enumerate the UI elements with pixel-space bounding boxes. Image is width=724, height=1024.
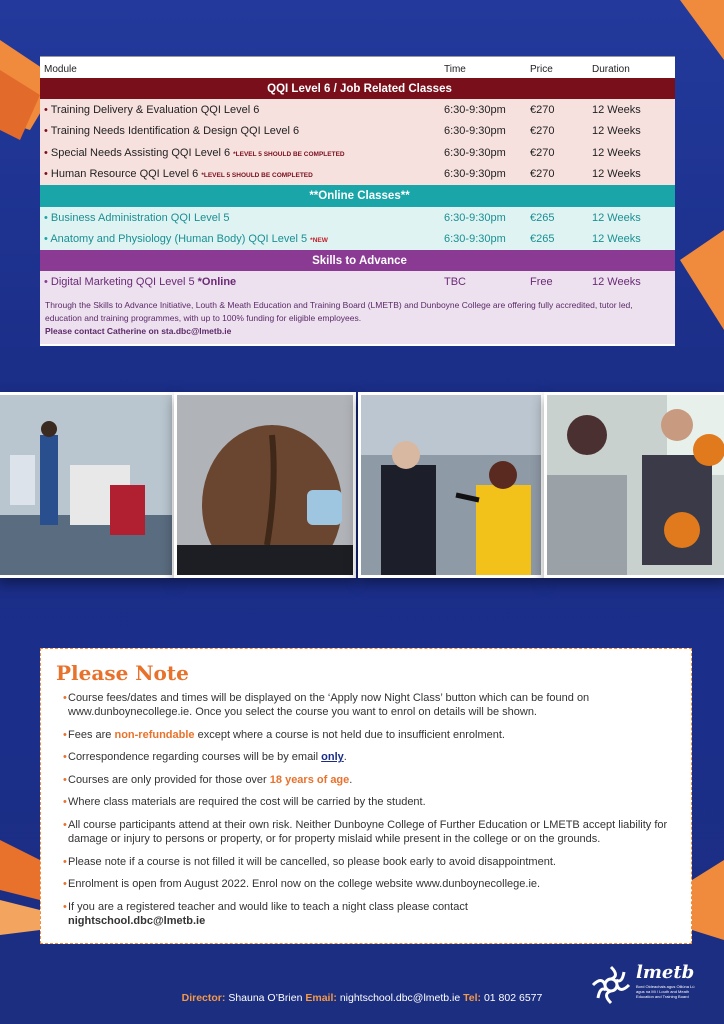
footer-contact — [0, 992, 724, 1004]
photo-nursing-class — [0, 392, 175, 578]
table-row — [40, 207, 675, 229]
list-item: • Fees are non-refundable except where a course is not held due to insufficient enrolment. — [68, 728, 683, 742]
module-note: *NEW — [310, 237, 328, 245]
module-price: €270 — [526, 99, 588, 121]
please-note-title: Please Note — [56, 661, 189, 685]
module-time: 6:30-9:30pm — [440, 121, 526, 143]
swoosh-bottom-left-2 — [0, 900, 40, 935]
photo-strip — [0, 392, 724, 582]
module-name: Anatomy and Physiology (Human Body) QQI Level 5 — [50, 233, 308, 246]
bullet-icon: • — [44, 146, 51, 159]
module-duration: 12 Weeks — [588, 207, 675, 229]
lmetb-logo-text: lmetb — [636, 962, 695, 983]
module-name: Training Delivery & Evaluation QQI Level 6 — [50, 103, 260, 116]
module-time: TBC — [440, 271, 526, 293]
list-item: • If you are a registered teacher and would like to teach a night class please contact nightschool.dbc@lmetb.ie — [68, 900, 683, 928]
teacher-contact-email[interactable]: nightschool.dbc@lmetb.ie — [68, 914, 206, 927]
list-item: • Where class materials are required the cost will be carried by the student. — [68, 795, 683, 809]
section-header-online: **Online Classes** — [40, 185, 675, 207]
list-item: • Please note if a course is not filled it will be cancelled, so please book early to avoid disappointment. — [68, 855, 683, 869]
section-header-skills: Skills to Advance — [40, 250, 675, 271]
email-label: Email: — [305, 992, 337, 1004]
header-price: Price — [526, 57, 588, 79]
module-price: Free — [526, 271, 588, 293]
hairdressing-image — [177, 395, 356, 578]
bullet-icon: • — [44, 125, 51, 138]
list-item: • Enrolment is open from August 2022. Enrol now on the college website www.dunboynecollege.ie. — [68, 877, 683, 891]
note-list — [68, 691, 683, 936]
bullet-icon: • — [44, 211, 51, 224]
module-duration: 12 Weeks — [588, 164, 675, 186]
module-note: *LEVEL 5 SHOULD BE COMPLETED — [233, 150, 345, 158]
photo-media-interview — [358, 392, 544, 578]
please-note-box — [40, 648, 692, 944]
module-price: €265 — [526, 229, 588, 251]
module-duration: 12 Weeks — [588, 121, 675, 143]
module-duration: 12 Weeks — [588, 271, 675, 293]
module-time: 6:30-9:30pm — [440, 99, 526, 121]
module-note: *LEVEL 5 SHOULD BE COMPLETED — [201, 172, 313, 180]
module-price: €265 — [526, 207, 588, 229]
module-name: Training Needs Identification & Design QQI Level 6 — [50, 125, 300, 138]
table-row — [40, 229, 675, 251]
module-name: Digital Marketing QQI Level 5 — [50, 275, 195, 288]
bullet-icon: • — [44, 233, 51, 246]
table-row — [40, 164, 675, 186]
module-name: Human Resource QQI Level 6 — [50, 168, 199, 181]
skills-info-text: Through the Skills to Advance Initiative, Louth & Meath Education and Training Board (LMETB) and Dunboyne College are offering fully accredited, tutor led, education and training programmes, with up to 100% funding for eligible employees. — [45, 299, 633, 323]
bullet-icon: • — [44, 275, 51, 288]
nursing-class-image — [0, 395, 175, 578]
table-row — [40, 142, 675, 164]
swoosh-bottom-left — [0, 840, 40, 900]
table-row — [40, 271, 675, 293]
director-name: Shauna O’Brien — [228, 992, 303, 1004]
module-name: Business Administration QQI Level 5 — [50, 211, 230, 224]
list-item: • Course fees/dates and times will be displayed on the ‘Apply now Night Class’ button which can be found on www.dunboynecollege.ie. Once you select the course you want to enrol on details will be shown. — [68, 691, 683, 719]
module-time: 6:30-9:30pm — [440, 207, 526, 229]
swoosh-bottom-right — [692, 860, 724, 940]
header-time: Time — [440, 57, 526, 79]
course-table-card — [40, 56, 675, 346]
module-time: 6:30-9:30pm — [440, 229, 526, 251]
lmetb-logo — [590, 962, 700, 1012]
swoosh-top-right — [680, 0, 724, 60]
footer-email-link[interactable]: nightschool.dbc@lmetb.ie — [339, 992, 461, 1004]
module-duration: 12 Weeks — [588, 229, 675, 251]
media-interview-image — [361, 395, 544, 578]
director-label: Director: — [181, 992, 226, 1004]
footer-phone[interactable]: 01 802 6577 — [483, 992, 543, 1004]
module-time: 6:30-9:30pm — [440, 142, 526, 164]
bullet-icon: • — [44, 168, 51, 181]
header-module: Module — [40, 57, 440, 79]
pumpkin-carving-image — [547, 395, 724, 578]
module-price: €270 — [526, 121, 588, 143]
module-note: *Online — [197, 275, 237, 288]
module-duration: 12 Weeks — [588, 99, 675, 121]
header-duration: Duration — [588, 57, 675, 79]
module-duration: 12 Weeks — [588, 142, 675, 164]
table-row — [40, 121, 675, 143]
course-table — [40, 56, 675, 344]
module-time: 6:30-9:30pm — [440, 164, 526, 186]
list-item: • Courses are only provided for those over 18 years of age. — [68, 773, 683, 787]
skills-contact: Please contact Catherine on sta.dbc@lmetb.ie — [45, 325, 232, 336]
table-header-row — [40, 57, 675, 79]
photo-hairdressing — [174, 392, 356, 578]
module-price: €270 — [526, 164, 588, 186]
photo-pumpkin-carving — [544, 392, 724, 578]
swoosh-mid-right — [680, 230, 724, 330]
module-name: Special Needs Assisting QQI Level 6 — [50, 146, 231, 159]
skills-info-row — [40, 293, 675, 344]
lmetb-logo-subtext: Bord Oideachais agus Oiliúna Lú agus na Mí / Louth and Meath Education and Training Board — [636, 984, 695, 999]
bullet-icon: • — [44, 103, 51, 116]
module-price: €270 — [526, 142, 588, 164]
table-row — [40, 99, 675, 121]
list-item: • Correspondence regarding courses will be by email only. — [68, 750, 683, 764]
tel-label: Tel: — [463, 992, 482, 1004]
section-header-level6: QQI Level 6 / Job Related Classes — [40, 78, 675, 99]
list-item: • All course participants attend at their own risk. Neither Dunboyne College of Further Education or LMETB accept liability for damage or injury to persons or property, or for property mislaid while present in the college or on the grounds. — [68, 818, 683, 846]
